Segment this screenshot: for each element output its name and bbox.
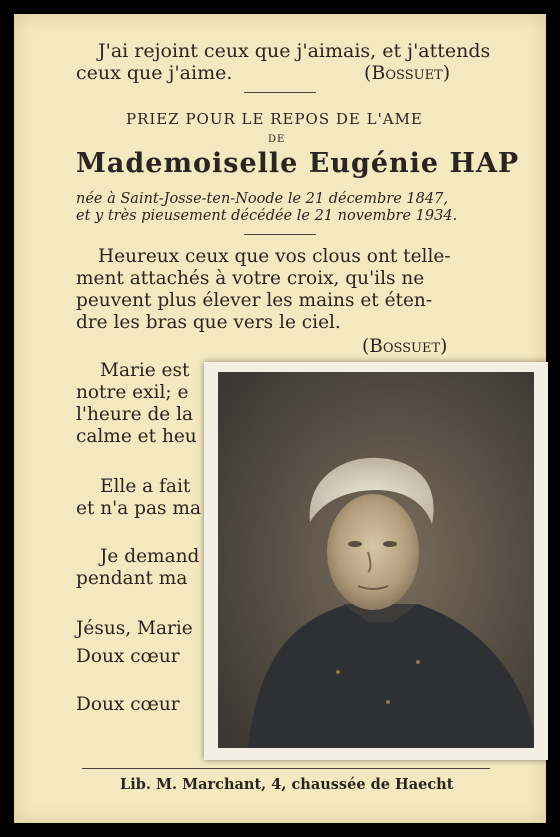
divider-top [244,92,316,93]
portrait-photograph [204,362,548,760]
partial-p1-line-4: calme et heu [76,426,197,447]
partial-p3-line-2: pendant ma [76,568,188,589]
de-label: DE [268,134,286,145]
printer-credit: Lib. M. Marchant, 4, chaussée de Haecht [120,776,454,793]
partial-p4-line-1: Jésus, Marie [76,618,193,639]
partial-p3-line-1: Je demand [100,546,200,567]
partial-p4-line-2: Doux cœur [76,646,180,667]
pray-heading: PRIEZ POUR LE REPOS DE L'AME [126,110,423,128]
epigraph-author: (Bossuet) [364,62,451,84]
portrait-image [218,372,534,748]
death-line: et y très pieusement décédée le 21 novembre 1934. [76,208,458,224]
epigraph-line-1: J'ai rejoint ceux que j'aimais, et j'attends [98,40,491,62]
deceased-name: Mademoiselle Eugénie HAP [76,148,520,179]
birth-line: née à Saint-Josse-ten-Noode le 21 décembre 1847, [76,191,448,207]
partial-p1-line-2: notre exil; e [76,382,189,403]
epigraph-line-2: ceux que j'aime. [76,62,233,84]
partial-p2-line-2: et n'a pas ma [76,498,201,519]
quote2-line-3: peuvent plus élever les mains et éten- [76,290,433,311]
partial-p2-line-1: Elle a fait [100,476,191,497]
quote2-author: (Bossuet) [362,336,448,357]
quote2-line-4: dre les bras que vers le ciel. [76,312,341,333]
partial-p1-line-3: l'heure de la [76,404,194,425]
partial-p1-line-1: Marie est [100,360,190,381]
divider-bottom [82,768,490,769]
quote2-line-1: Heureux ceux que vos clous ont telle- [98,246,451,267]
quote2-line-2: ment attachés à votre croix, qu'ils ne [76,268,425,289]
divider-middle [244,234,316,235]
partial-p5-line-1: Doux cœur [76,694,180,715]
portrait-illustration [218,372,534,748]
